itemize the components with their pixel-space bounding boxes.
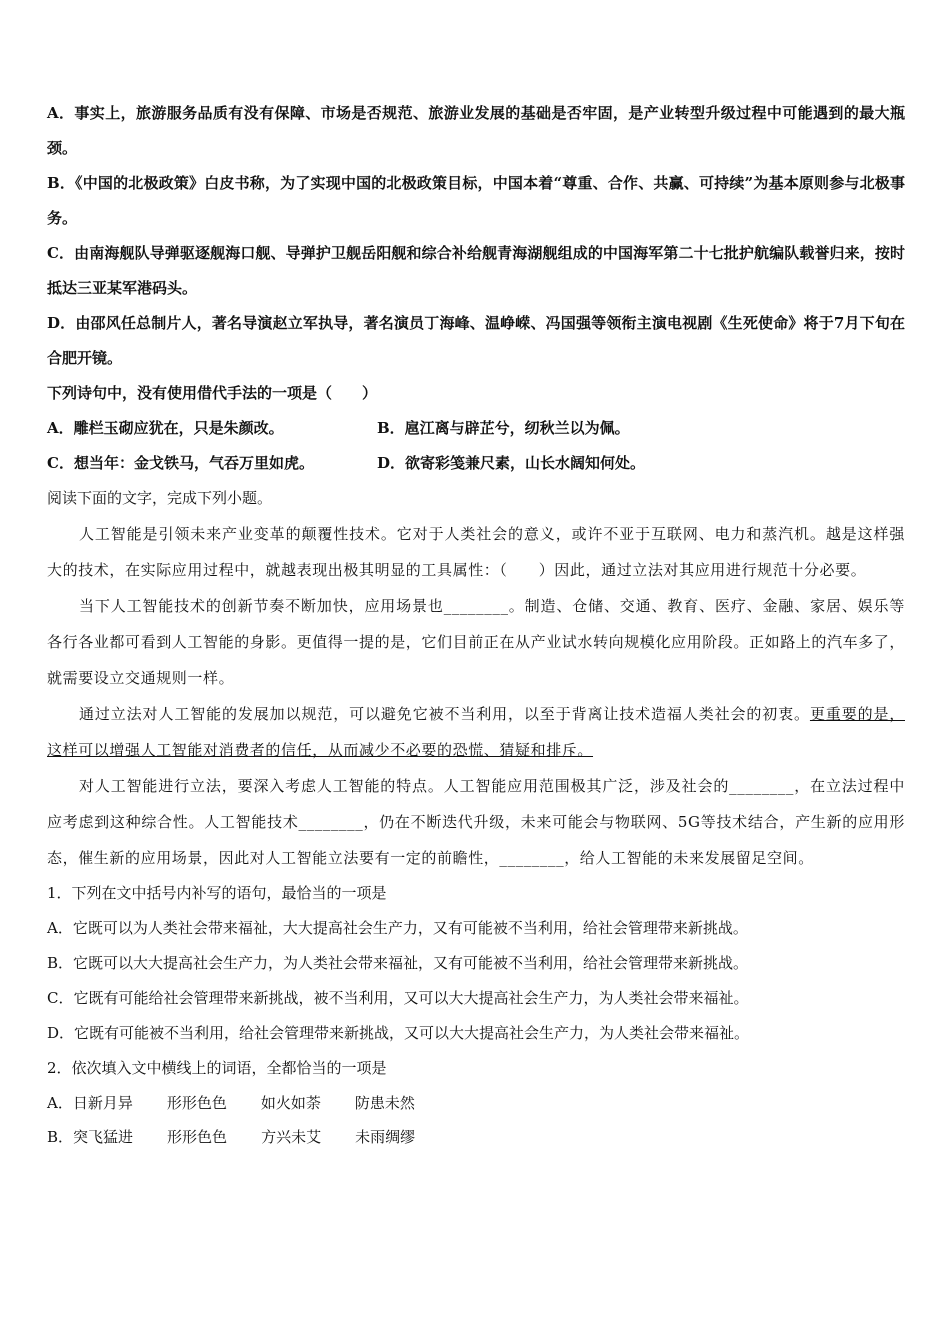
q2-option-b <box>47 1120 905 1154</box>
q1-option-b: B．它既可以大大提高社会生产力，为人类社会带来福祉，又有可能被不当利用，给社会管理带来新挑战。 <box>47 954 749 972</box>
q2-a-word: 如火如荼 <box>260 1094 321 1112</box>
q2-option-a <box>47 1086 905 1120</box>
option-b: B．《中国的北极政策》白皮书称，为了实现中国的北极政策目标，中国本着“尊重、合作、共赢、可持续”为基本原则参与北极事务。 <box>47 174 905 227</box>
q1-option-a: A．它既可以为人类社会带来福祉，大大提高社会生产力，又有可能被不当利用，给社会管理带来新挑战。 <box>47 919 748 937</box>
underlined-sentence: 更重要的是，这样可以增强人工智能对消费者的信任，从而减少不必要的恐慌、猜疑和排斥。 <box>47 705 905 759</box>
question-1-stem: 1．下列在文中括号内补写的语句，最恰当的一项是 <box>47 884 387 902</box>
q1-option-c: C．它既有可能给社会管理带来新挑战，被不当利用，又可以大大提高社会生产力，为人类社会带来福祉。 <box>47 989 749 1007</box>
q2-option-b-label: B． <box>47 1128 74 1146</box>
poem-options-row-1 <box>47 411 905 446</box>
poem-options-row-2 <box>47 446 905 481</box>
q2-b-word: 方兴未艾 <box>261 1128 322 1146</box>
passage-paragraph-4: 对人工智能进行立法，要深入考虑人工智能的特点。人工智能应用范围极其广泛，涉及社会的________，在立法过程中应考虑到这种综合性。人工智能技术________，仍在不断迭代升级，未来可能会与物联网、5G等技术结合，产生新的应用形态，催生新的应用场景，因此对人工智能立法要有一定的前瞻性，________，给人工智能的未来发展留足空间。 <box>47 777 905 867</box>
option-d: D．由邵风任总制片人，著名导演赵立军执导，著名演员丁海峰、温峥嵘、冯国强等领衔主演电视剧《生死使命》将于7月下旬在合肥开镜。 <box>47 314 905 367</box>
poem-option-c: C．想当年：金戈铁马，气吞万里如虎。 <box>47 454 314 472</box>
poem-question-stem: 下列诗句中，没有使用借代手法的一项是（ ） <box>47 384 378 402</box>
passage-paragraph-1: 人工智能是引领未来产业变革的颠覆性技术。它对于人类社会的意义，或许不亚于互联网、电力和蒸汽机。越是这样强大的技术，在实际应用过程中，就越表现出极其明显的工具属性：（ ）因此，通过立法对其应用进行规范十分必要。 <box>47 525 905 579</box>
paragraph-3-text: 通过立法对人工智能的发展加以规范，可以避免它被不当利用，以至于背离让技术造福人类社会的初衷。 <box>79 705 810 723</box>
exam-page <box>47 96 905 1154</box>
q2-a-word: 防患未然 <box>354 1094 415 1112</box>
q1-option-d: D．它既有可能被不当利用，给社会管理带来新挑战，又可以大大提高社会生产力，为人类社会带来福祉。 <box>47 1024 750 1042</box>
reading-intro: 阅读下面的文字，完成下列小题。 <box>47 489 273 507</box>
q2-b-word: 未雨绸缪 <box>355 1128 416 1146</box>
q2-a-word: 日新月异 <box>72 1094 133 1112</box>
passage-paragraph-2: 当下人工智能技术的创新节奏不断加快，应用场景也________。制造、仓储、交通、教育、医疗、金融、家居、娱乐等各行各业都可看到人工智能的身影。更值得一提的是，它们目前正在从产业试水转向规模化应用阶段。正如路上的汽车多了，就需要设立交通规则一样。 <box>47 597 906 687</box>
passage-paragraph-3 <box>47 696 905 768</box>
q2-a-word: 形形色色 <box>166 1094 227 1112</box>
question-2-stem: 2．依次填入文中横线上的词语，全都恰当的一项是 <box>47 1059 387 1077</box>
option-c: C．由南海舰队导弹驱逐舰海口舰、导弹护卫舰岳阳舰和综合补给舰青海湖舰组成的中国海军第二十七批护航编队载誉归来，按时抵达三亚某军港码头。 <box>47 244 905 297</box>
poem-option-a: A．雕栏玉砌应犹在，只是朱颜改。 <box>47 419 284 437</box>
option-a: A．事实上，旅游服务品质有没有保障、市场是否规范、旅游业发展的基础是否牢固，是产业转型升级过程中可能遇到的最大瓶颈。 <box>47 104 905 157</box>
q2-b-word: 形形色色 <box>167 1128 228 1146</box>
q2-option-a-label: A． <box>47 1094 73 1112</box>
q2-b-word: 突飞猛进 <box>73 1128 134 1146</box>
poem-option-b: B．扈江离与辟芷兮，纫秋兰以为佩。 <box>377 419 630 437</box>
poem-option-d: D．欲寄彩笺兼尺素，山长水阔知何处。 <box>377 454 646 472</box>
